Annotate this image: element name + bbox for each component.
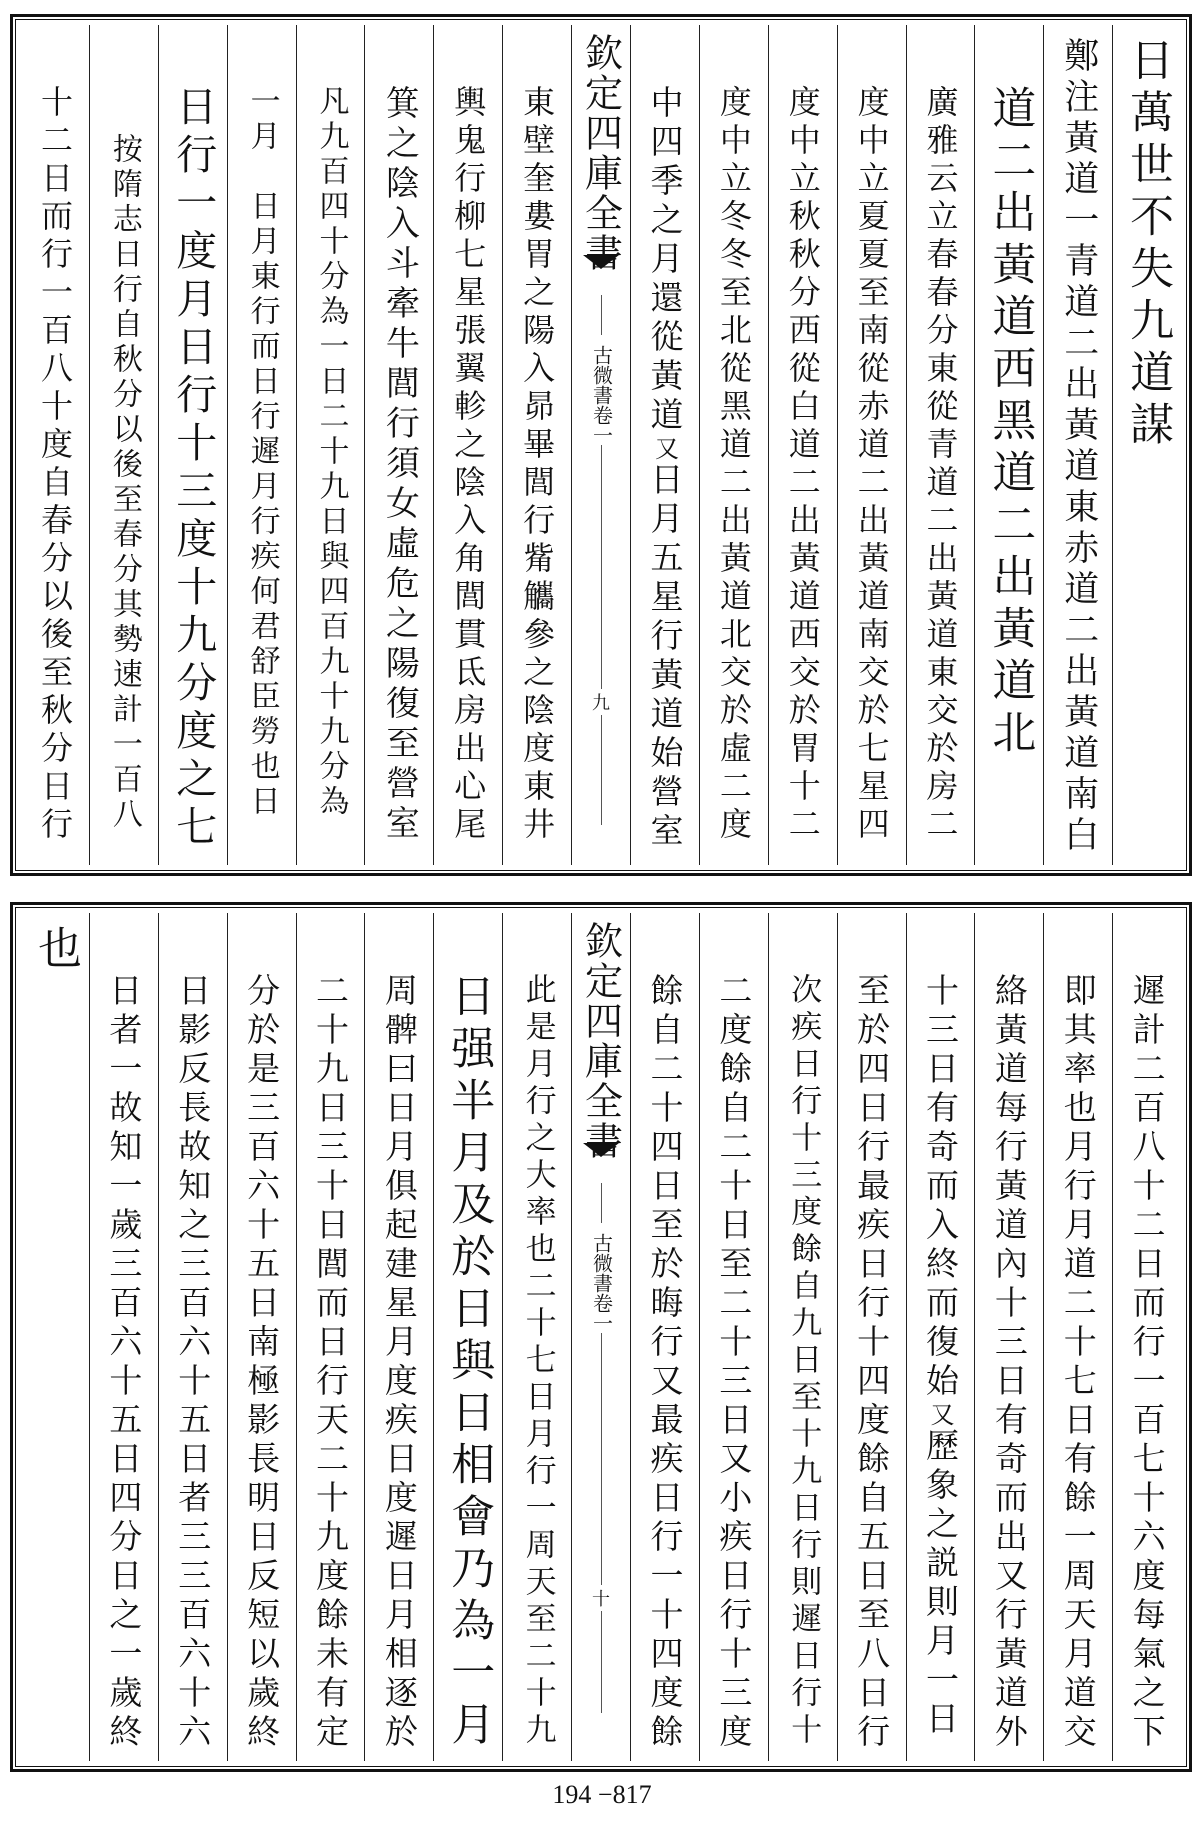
column-main-text: 次疾日行十三度餘自九日至十九日行則遲日行十: [785, 973, 822, 1750]
inline-note-marker: 又: [925, 1402, 954, 1428]
column-text: [518, 85, 557, 845]
column-text: [783, 85, 822, 845]
column-text: [1127, 973, 1167, 1753]
column-text: [443, 973, 495, 1753]
gutter-rule: [601, 1333, 602, 1713]
gutter-rule: [601, 445, 602, 825]
column-main-text: 即其率也月行月道二十七日有餘一周天月道交: [1058, 973, 1098, 1753]
column-main-text: 二十九日三十日閭而日行天二十九度餘未有定: [310, 973, 350, 1753]
column-main-text: 二度餘自二十日至二十三日又小疾日行十三度: [714, 973, 754, 1753]
column-text: [921, 85, 960, 845]
text-column: [502, 913, 571, 1761]
column-text: [1058, 37, 1099, 857]
text-column: [699, 25, 768, 865]
text-column: [699, 913, 768, 1761]
column-text: [169, 85, 218, 853]
text-column: [21, 913, 89, 1761]
column-text: [645, 973, 685, 1753]
column-main-text: 日者一故知一歲三百六十五日四分日之一歲終: [104, 973, 144, 1753]
column-text: [35, 85, 74, 845]
column-main-text: 度中立秋秋分西從白道二出黃道西交於胃十二: [783, 85, 822, 845]
column-main-text: 按隋志日行自秋分以後至春分其勢速計一百八: [106, 133, 142, 833]
column-text: [244, 85, 280, 820]
text-column: [296, 25, 365, 865]
column-main-text: 廣雅云立春春分東從青道二出黃道東交於房二: [921, 85, 960, 845]
column-text: [920, 973, 960, 1740]
column-text: [379, 85, 420, 845]
text-column: [906, 913, 975, 1761]
column-text: [449, 85, 488, 845]
text-column: [974, 913, 1043, 1761]
column-main-text: 箕之陰入斗牽牛閭行須女虛危之陽復至營室: [379, 85, 420, 845]
gutter-book-name: 古微書: [589, 1233, 614, 1293]
column-text: [310, 973, 350, 1753]
column-main-text: 分於是三百六十五日南極影長明日反短以歲終: [242, 973, 282, 1753]
column-text: [519, 973, 556, 1750]
column-main-text: 日强半月及於日與日相會乃為一月: [443, 973, 495, 1753]
page-gutter: [571, 25, 630, 865]
text-column: [227, 913, 296, 1761]
column-text: [106, 133, 142, 833]
text-column: [89, 25, 158, 865]
column-main-text: 度中立夏夏至南從赤道二出黃道南交於七星四: [852, 85, 891, 845]
text-column: [502, 25, 571, 865]
gutter-rule: [601, 295, 602, 335]
gutter-page-number: 九: [592, 689, 610, 715]
bottom-page-panel: [10, 902, 1192, 1772]
column-main-text: 中四季之月還從黃道: [645, 85, 685, 436]
top-page-panel: [10, 14, 1192, 876]
gutter-page-number: 十: [592, 1585, 610, 1611]
column-text: [645, 85, 685, 852]
column-text: [714, 85, 753, 845]
top-text-columns: [21, 25, 1181, 865]
text-column: [89, 913, 158, 1761]
gutter-volume: 卷一: [589, 1293, 614, 1333]
text-column: [630, 25, 699, 865]
text-column: [1043, 913, 1112, 1761]
column-main-text: 度中立冬冬至北從黑道二出黃道北交於虛二度: [714, 85, 753, 845]
text-column: [1112, 913, 1181, 1761]
column-main-text: 日行一度月日行十三度十九分度之七: [169, 85, 218, 853]
column-text: [379, 973, 419, 1753]
text-column: [433, 913, 502, 1761]
text-column: [227, 25, 296, 865]
column-text: [173, 973, 213, 1753]
column-text: [242, 973, 282, 1753]
column-main-text: 也: [29, 925, 81, 977]
column-main-text: 至於四日行最疾日行十四度餘自五日至八日行: [852, 973, 892, 1753]
text-column: [1043, 25, 1112, 865]
column-main-text: 輿鬼行柳七星張翼軫之陰入角閭貫氐房出心尾: [449, 85, 488, 845]
text-column: [906, 25, 975, 865]
column-main-text: 遲計二百八十二日而行一百七十六度每氣之下: [1127, 973, 1167, 1753]
column-text: [313, 85, 349, 820]
column-text: [714, 973, 754, 1753]
text-column: [364, 25, 433, 865]
fish-tail-icon: [583, 1143, 619, 1163]
text-column: [630, 913, 699, 1761]
column-continuation-text: 歷象之説則月一日: [920, 1428, 960, 1740]
column-text: [984, 85, 1036, 761]
column-main-text: 日萬世不失九道謀: [1122, 37, 1174, 453]
column-main-text: 此是月行之大率也二十七日月行一周天至二十九: [519, 973, 556, 1750]
inline-note-marker: 又: [650, 436, 679, 462]
column-continuation-text: 日月五星行黃道始營室: [645, 462, 685, 852]
column-text: [1058, 973, 1098, 1753]
column-main-text: 道二出黃道西黑道二出黃道北: [984, 85, 1036, 761]
column-text: [104, 973, 144, 1753]
column-text: [1122, 37, 1174, 453]
gutter-book-title: [591, 345, 612, 445]
text-column: [433, 25, 502, 865]
gutter-title: 欽定四庫全書: [578, 921, 623, 1161]
column-main-text: 十三日有奇而入終而復始: [920, 973, 960, 1402]
text-column: [768, 25, 837, 865]
text-column: [21, 25, 89, 865]
text-column: [837, 913, 906, 1761]
bottom-text-columns: [21, 913, 1181, 1761]
text-column: [1112, 25, 1181, 865]
column-text: [29, 925, 81, 977]
fish-tail-icon: [583, 255, 619, 275]
column-main-text: 凡九百四十分為一日二十九日與四百九十九分為: [313, 85, 349, 820]
page-number: 194 −817: [552, 1780, 652, 1809]
column-main-text: 餘自二十四日至於晦行又最疾日行一十四度餘: [645, 973, 685, 1753]
gutter-volume: 卷一: [589, 405, 614, 445]
text-column: [974, 25, 1043, 865]
text-column: [768, 913, 837, 1761]
page-gutter: [571, 913, 630, 1761]
gutter-rule: [601, 1183, 602, 1223]
column-main-text: 周髀曰日月俱起建星月度疾日度遲日月相逐於: [379, 973, 419, 1753]
text-column: [837, 25, 906, 865]
text-column: [364, 913, 433, 1761]
column-text: [785, 973, 822, 1750]
column-text: [852, 85, 891, 845]
text-column: [158, 913, 227, 1761]
column-main-text: 日影反長故知之三百六十五日者三三百六十六: [173, 973, 213, 1753]
column-main-text: 十二日而行一百八十度自春分以後至秋分日行: [35, 85, 74, 845]
text-column: [158, 25, 227, 865]
column-text: [852, 973, 892, 1753]
gutter-title: 欽定四庫全書: [578, 33, 623, 273]
column-main-text: 一月 日月東行而日行遲月行疾何君舒臣勞也日: [244, 85, 280, 820]
column-text: [989, 973, 1029, 1753]
column-main-text: 鄭注黃道一青道二出黃道東赤道二出黃道南白: [1058, 37, 1099, 857]
gutter-book-name: 古微書: [589, 345, 614, 405]
text-column: [296, 913, 365, 1761]
gutter-book-title: [591, 1233, 612, 1333]
column-main-text: 東壁奎婁胃之陽入昴畢閭行觜觿參之陰度東井: [518, 85, 557, 845]
column-main-text: 絡黃道每行黃道內十三日有奇而出又行黃道外: [989, 973, 1029, 1753]
